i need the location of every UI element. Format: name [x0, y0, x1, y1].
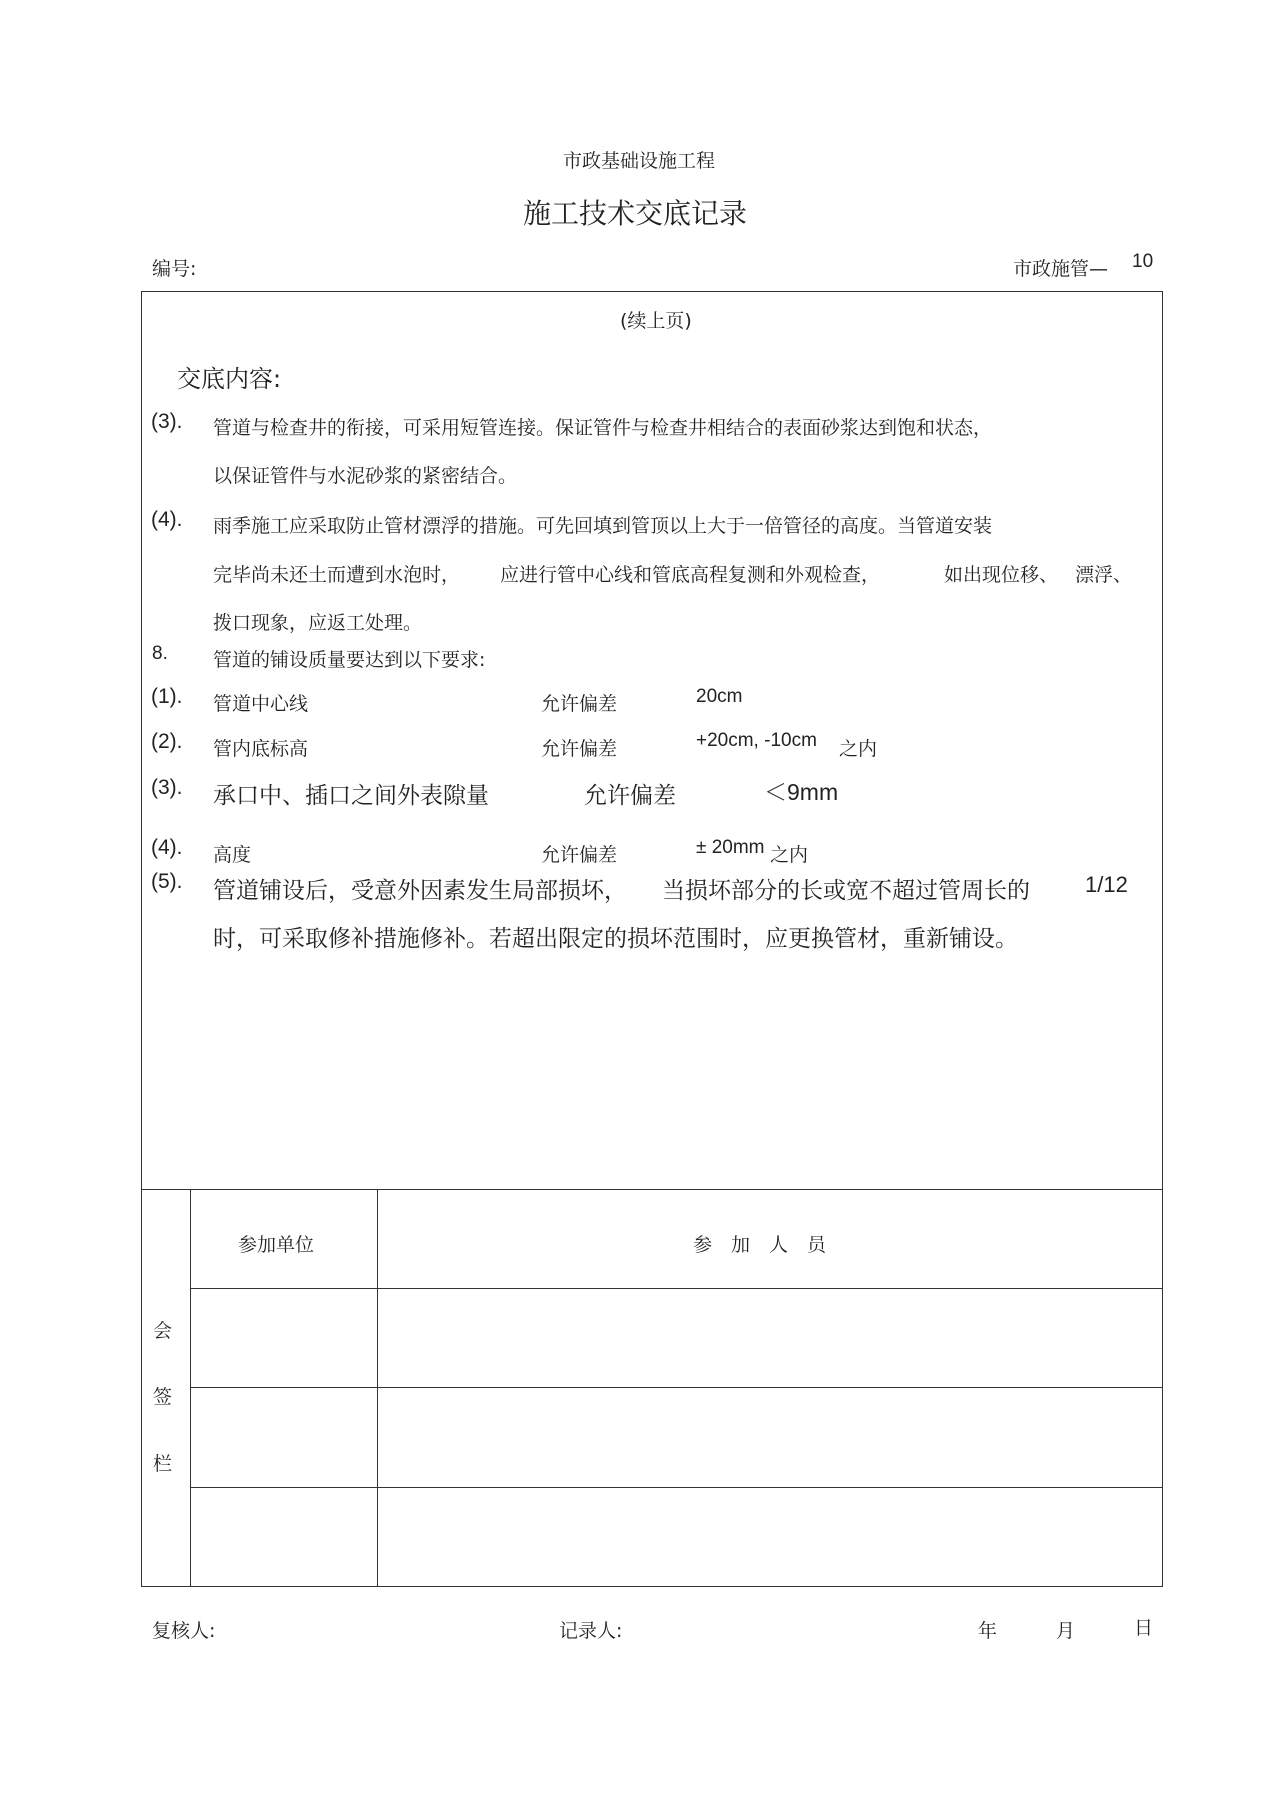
form-number: 10 [1132, 251, 1154, 272]
reviewer-label: 复核人: [152, 1620, 216, 1642]
side-label: 会 [153, 1320, 173, 1342]
tolerance-suffix: 之内 [839, 738, 878, 760]
damage-marker: (5). [151, 870, 183, 893]
tolerance-suffix: 之内 [770, 844, 809, 866]
damage-text: 当损坏部分的长或宽不超过管周长的 [662, 878, 1030, 904]
serial-label: 编号: [152, 258, 197, 280]
date-month: 月 [1056, 1620, 1076, 1642]
tolerance-value: +20cm, -10cm [696, 730, 817, 751]
item-line: 完毕尚未还土而遭到水泡时， [213, 564, 461, 586]
form-code: 市政施管— [1013, 258, 1109, 280]
tolerance-label: 允许偏差 [584, 783, 676, 809]
tolerance-label: 允许偏差 [541, 844, 618, 866]
damage-fraction: 1/12 [1085, 872, 1128, 897]
item-line: 拨口现象，应返工处理。 [213, 612, 423, 634]
side-label: 栏 [153, 1453, 173, 1475]
col-unit-header: 参加单位 [238, 1234, 315, 1256]
tolerance-label: 允许偏差 [541, 693, 618, 715]
col-people-header: 参 加 人 员 [693, 1234, 827, 1256]
tolerance-item: 承口中、插口之间外表隙量 [213, 783, 489, 809]
item-line: 应进行管中心线和管底高程复测和外观检查， [500, 564, 881, 586]
tolerance-item: 管道中心线 [213, 693, 309, 715]
table-divider [190, 1288, 1163, 1289]
table-divider [377, 1189, 378, 1587]
item-line: 漂浮、 [1075, 564, 1133, 586]
item-marker: (4). [151, 508, 183, 531]
side-label: 签 [153, 1386, 173, 1408]
tolerance-value: ± 20mm [696, 837, 765, 858]
item-marker: (3). [151, 410, 183, 433]
date-day: 日 [1134, 1617, 1154, 1639]
item-line: 以保证管件与水泥砂浆的紧密结合。 [213, 465, 518, 487]
tolerance-marker: (1). [151, 685, 183, 708]
tolerance-value: ＜9mm [764, 779, 839, 805]
date-year: 年 [978, 1620, 998, 1642]
damage-text: 管道铺设后，受意外因素发生局部损坏， [213, 878, 627, 904]
tolerance-marker: (4). [151, 836, 183, 859]
org-name: 市政基础设施工程 [563, 150, 716, 172]
tolerance-marker: (2). [151, 730, 183, 753]
tolerance-value: 20cm [696, 686, 743, 707]
section-label: 交底内容: [177, 365, 282, 393]
tolerance-item: 高度 [213, 844, 252, 866]
requirement-text: 管道的铺设质量要达到以下要求: [213, 649, 486, 671]
page-title: 施工技术交底记录 [523, 197, 748, 230]
item-line: 如出现位移、 [944, 564, 1059, 586]
item-line: 管道与检查井的衔接，可采用短管连接。保证管件与检查井相结合的表面砂浆达到饱和状态， [213, 417, 993, 439]
damage-text: 时，可采取修补措施修补。若超出限定的损坏范围时，应更换管材，重新铺设。 [213, 926, 1018, 952]
item-line: 雨季施工应采取防止管材漂浮的措施。可先回填到管顶以上大于一倍管径的高度。当管道安装 [213, 515, 993, 537]
table-divider [141, 1189, 1163, 1190]
requirement-marker: 8. [152, 643, 168, 664]
recorder-label: 记录人: [559, 1620, 623, 1642]
tolerance-marker: (3). [151, 776, 183, 799]
tolerance-label: 允许偏差 [541, 738, 618, 760]
table-divider [190, 1487, 1163, 1488]
continued-note: (续上页) [620, 310, 692, 332]
table-divider [190, 1387, 1163, 1388]
table-divider [190, 1189, 191, 1587]
tolerance-item: 管内底标高 [213, 738, 309, 760]
